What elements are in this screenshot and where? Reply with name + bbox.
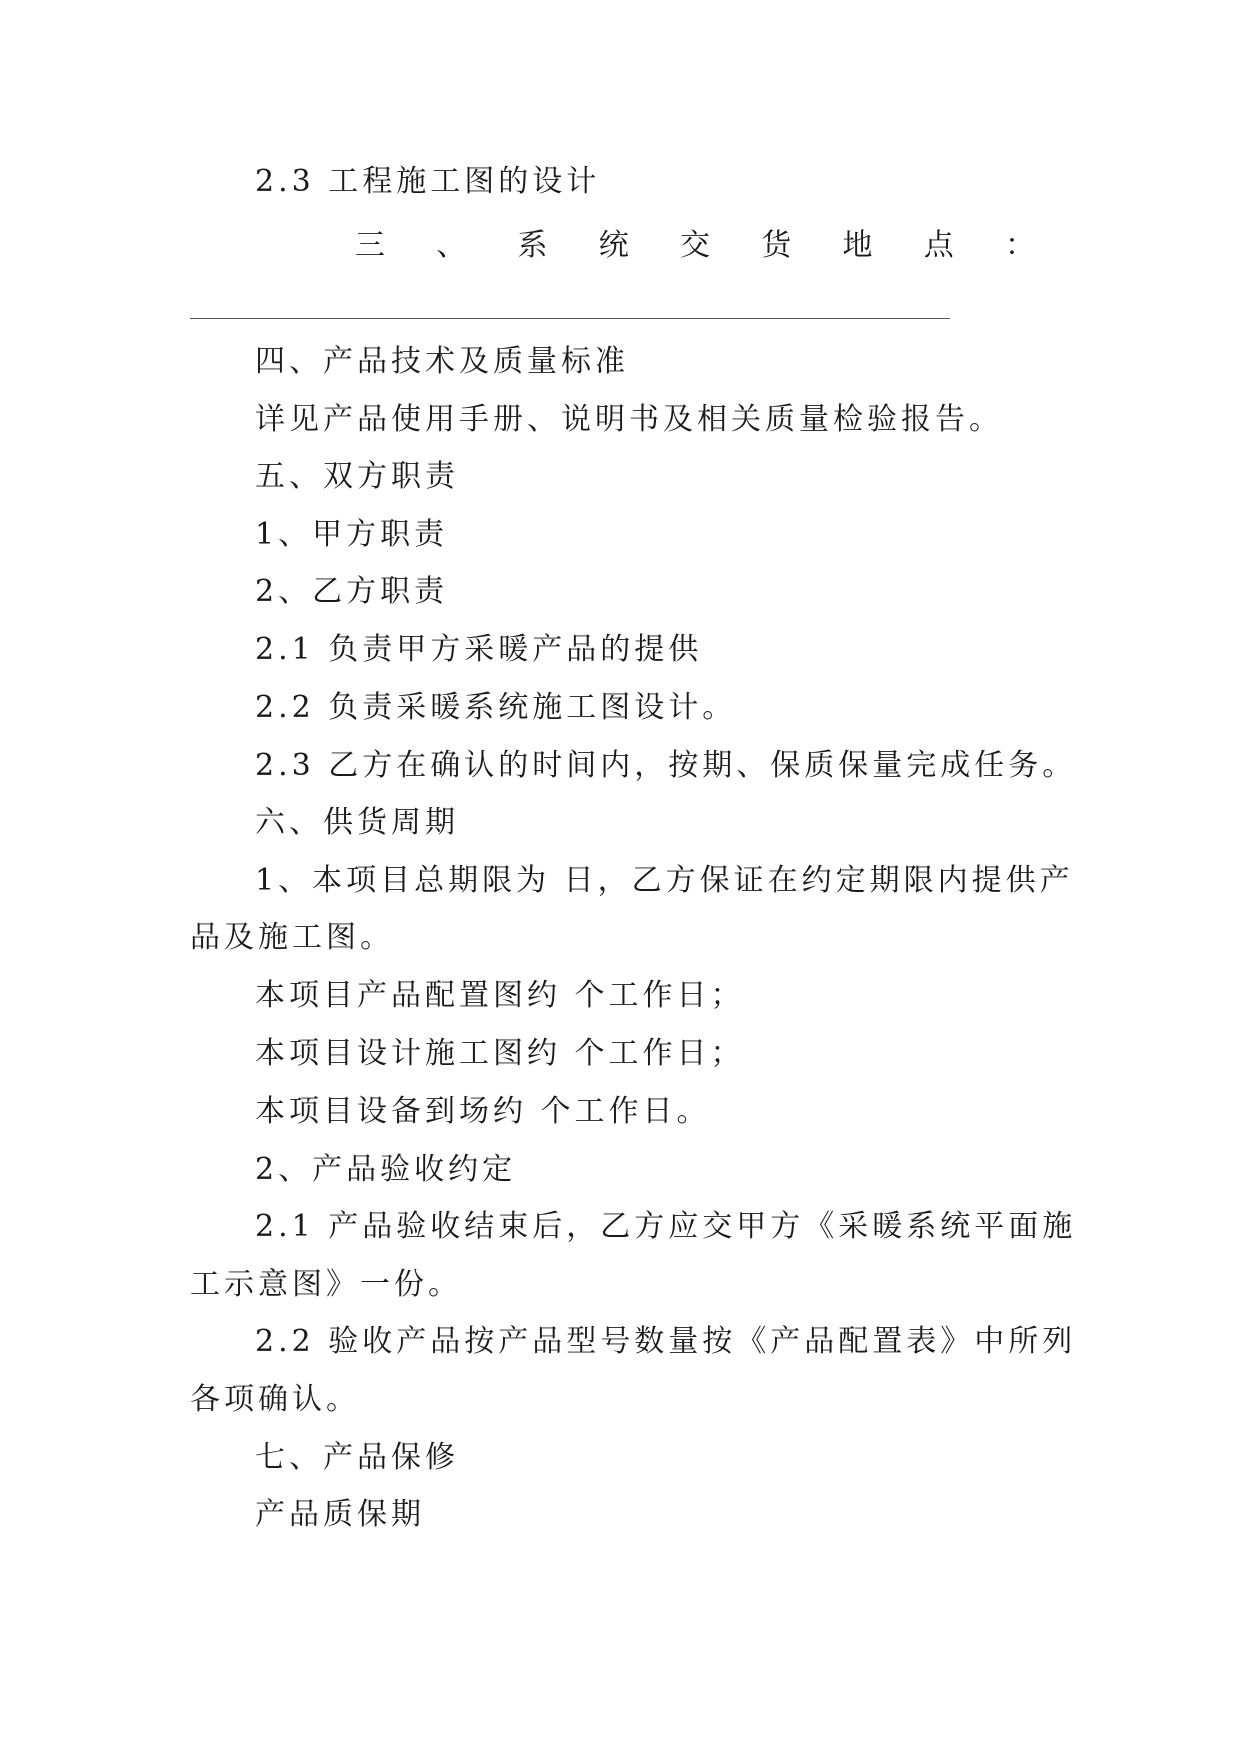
section7-title: 七、产品保修	[255, 1440, 459, 1475]
section3-char: 系	[517, 228, 548, 263]
duty-item-2-3: 2.3 乙方在确认的时间内，按期、保质保量完成任务。	[255, 748, 1077, 783]
section4-title: 四、产品技术及质量标准	[255, 344, 629, 379]
acceptance-title: 2、产品验收约定	[255, 1152, 517, 1187]
config-days: 本项目产品配置图约 个工作日；	[255, 978, 745, 1013]
section3-char: 地	[842, 228, 873, 263]
acceptance-2-1-line-2: 工示意图》一份。	[190, 1267, 462, 1302]
section3-char: 统	[598, 228, 629, 263]
acceptance-2-1-line-1: 2.1 产品验收结束后，乙方应交甲方《采暖系统平面施	[255, 1209, 1077, 1244]
equipment-days: 本项目设备到场约 个工作日。	[255, 1094, 711, 1129]
duty-item-2-1: 2.1 负责甲方采暖产品的提供	[255, 632, 703, 667]
section3-char: 交	[680, 228, 710, 263]
section4-text: 详见产品使用手册、说明书及相关质量检验报告。	[255, 402, 1003, 437]
period-line-1: 1、本项目总期限为 日，乙方保证在约定期限内提供产	[255, 863, 1074, 898]
design-days: 本项目设计施工图约 个工作日；	[255, 1036, 745, 1071]
section3-char: 、	[436, 228, 467, 263]
warranty-label: 产品质保期	[255, 1497, 425, 1532]
section6-title: 六、供货周期	[255, 805, 459, 840]
section3-char: 三	[355, 228, 385, 263]
section3-char: 点	[923, 228, 954, 263]
acceptance-2-2-line-2: 各项确认。	[190, 1382, 360, 1417]
duty-item-2-2: 2.2 负责采暖系统施工图设计。	[255, 690, 737, 725]
section3-char: 货	[761, 228, 792, 263]
design-item-text: 2.3 工程施工图的设计	[255, 164, 601, 199]
party-b-duties: 2、乙方职责	[255, 574, 449, 609]
period-line-2: 品及施工图。	[190, 920, 394, 955]
acceptance-2-2-line-1: 2.2 验收产品按产品型号数量按《产品配置表》中所列	[255, 1324, 1077, 1359]
section3-char: ：	[1005, 228, 1035, 263]
section3-heading	[355, 226, 1035, 266]
party-a-duties: 1、甲方职责	[255, 517, 449, 552]
blank-underline	[190, 318, 950, 319]
section5-title: 五、双方职责	[255, 459, 459, 494]
